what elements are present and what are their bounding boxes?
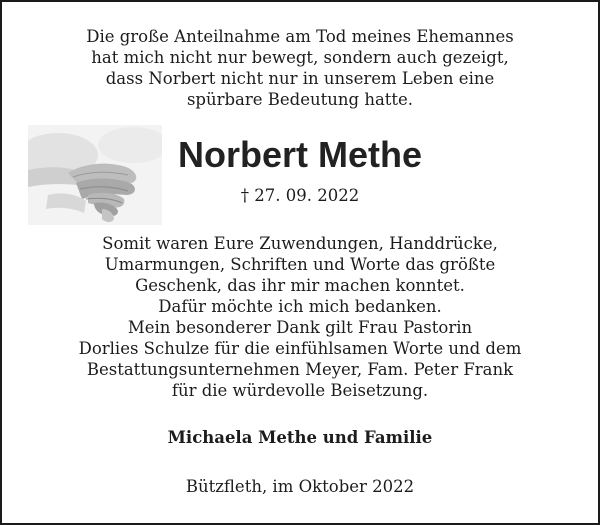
intro-line: hat mich nicht nur bewegt, sondern auch gezeigt, bbox=[91, 48, 509, 67]
special-thanks-line: Bestattungsunternehmen Meyer, Fam. Peter Frank bbox=[86, 360, 514, 379]
thanks-line: Somit waren Eure Zuwendungen, Handdrücke, bbox=[102, 234, 498, 253]
folded-hands-photo bbox=[28, 125, 162, 225]
special-thanks-line: für die würdevolle Beisetzung. bbox=[171, 381, 429, 400]
thanks-line: Dafür möchte ich mich bedanken. bbox=[158, 297, 442, 316]
signature: Michaela Methe und Familie bbox=[167, 428, 433, 447]
special-thanks-text bbox=[2, 317, 598, 401]
intro-text bbox=[2, 26, 598, 110]
thanks-text bbox=[2, 233, 598, 317]
intro-line: dass Norbert nicht nur in unserem Leben eine bbox=[105, 69, 495, 88]
intro-line: spürbare Bedeutung hatte. bbox=[186, 90, 414, 109]
special-thanks-line: Mein besonderer Dank gilt Frau Pastorin bbox=[127, 318, 473, 337]
hands-image bbox=[28, 125, 162, 225]
intro-line: Die große Anteilnahme am Tod meines Ehemannes bbox=[86, 27, 514, 46]
place-date: Bützfleth, im Oktober 2022 bbox=[185, 477, 415, 496]
thanks-line: Umarmungen, Schriften und Worte das größte bbox=[104, 255, 496, 274]
thanks-line: Geschenk, das ihr mir machen konntet. bbox=[135, 276, 465, 295]
special-thanks-line: Dorlies Schulze für die einfühlsamen Worte und dem bbox=[78, 339, 522, 358]
deceased-name: Norbert Methe bbox=[177, 134, 423, 175]
death-date: † 27. 09. 2022 bbox=[240, 186, 360, 205]
